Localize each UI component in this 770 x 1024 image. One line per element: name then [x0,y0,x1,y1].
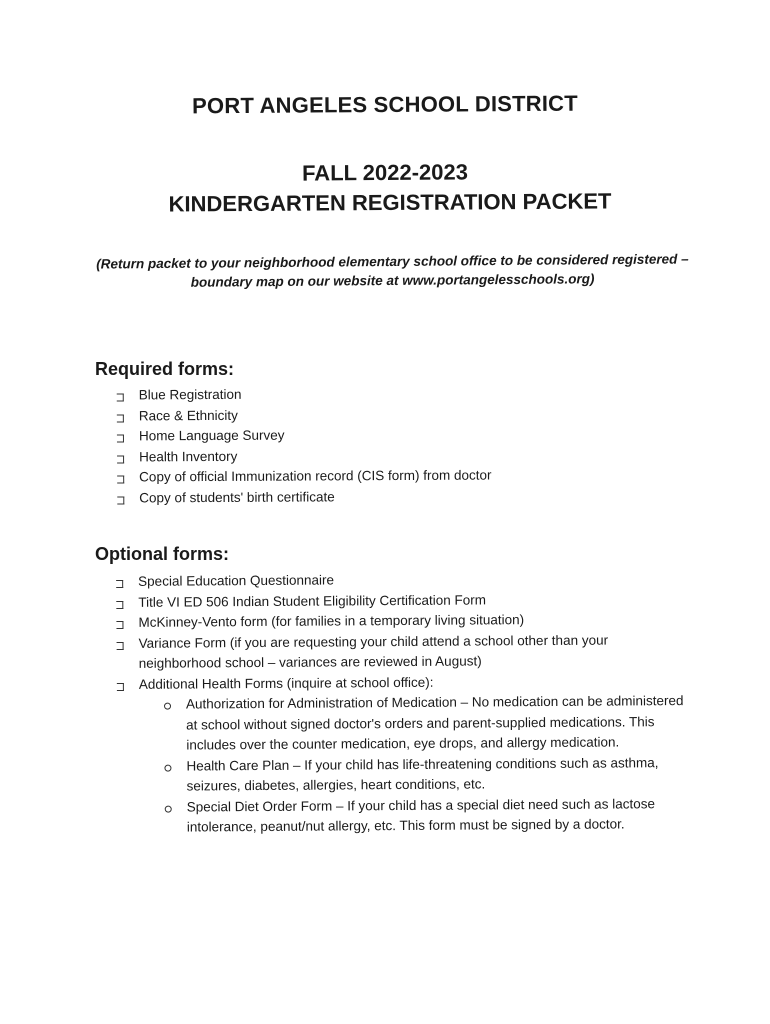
bullet-circle-icon [164,703,171,710]
list-item [112,485,692,509]
term-title: FALL 2022-2023 [301,159,469,186]
return-instructions: (Return packet to your neighborhood elementary school office to be considered registered – boundary map on our website at www.portangelesschools.org) [96,251,689,290]
sub-list-item-label: Authorization for Administration of Medication – No medication can be administered at school without signed doctor's orders and parent-supplied medications. This includes over the counter medication, eye drops, and allergy medication. [185,693,684,753]
checkbox-icon [117,496,124,504]
checkbox-icon [117,455,124,463]
list-item-label: Blue Registration [138,386,242,403]
checkbox-icon [116,621,123,629]
list-item-label: Race & Ethnicity [138,407,238,423]
checkbox-icon [117,641,124,649]
checkbox-icon [117,682,124,690]
list-item [112,670,693,838]
packet-title: KINDERGARTEN REGISTRATION PACKET [168,188,612,217]
checkbox-icon [116,600,123,608]
checkbox-icon [117,414,124,422]
sub-list-item-label: Special Diet Order Form – If your child has a special diet need such as lactose intolerance, peanut/nut allergy, etc. This form must be signed by a doctor. [186,795,655,835]
list-item [112,629,692,674]
checkbox-icon [117,475,124,483]
list-item-label: Health Inventory [139,448,238,464]
sub-list-item [159,752,692,797]
list-item-label: Special Education Questionnaire [138,572,335,589]
required-forms-heading: Required forms: [95,359,235,379]
list-item-label: Variance Form (if you are requesting your child attend a school other than your neighborhood school – variances are reviewed in August) [138,632,609,671]
list-item-label: Title VI ED 506 Indian Student Eligibility Certification Form [138,591,486,610]
sub-list-item [159,691,692,756]
list-item-label: Copy of official Immunization record (CIS form) from doctor [139,467,492,485]
list-item-label: Copy of students' birth certificate [139,488,335,505]
checkbox-icon [117,434,124,442]
bullet-circle-icon [165,805,172,812]
list-item-label: McKinney-Vento form (for families in a temporary living situation) [138,612,525,630]
sub-list-item-label: Health Care Plan – If your child has life-threatening conditions such as asthma, seizures, diabetes, allergies, heart conditions, etc. [186,754,659,794]
required-forms-list [112,382,693,508]
list-item-label: Additional Health Forms (inquire at school office): [138,674,434,692]
health-forms-sublist [159,691,693,838]
bullet-circle-icon [164,764,171,771]
district-title: PORT ANGELES SCHOOL DISTRICT [192,90,578,119]
optional-forms-heading: Optional forms: [95,544,229,564]
checkbox-icon [117,393,124,401]
list-item-label: Home Language Survey [138,427,285,444]
sub-list-item [160,793,693,838]
checkbox-icon [116,580,123,588]
optional-forms-list [111,568,693,839]
